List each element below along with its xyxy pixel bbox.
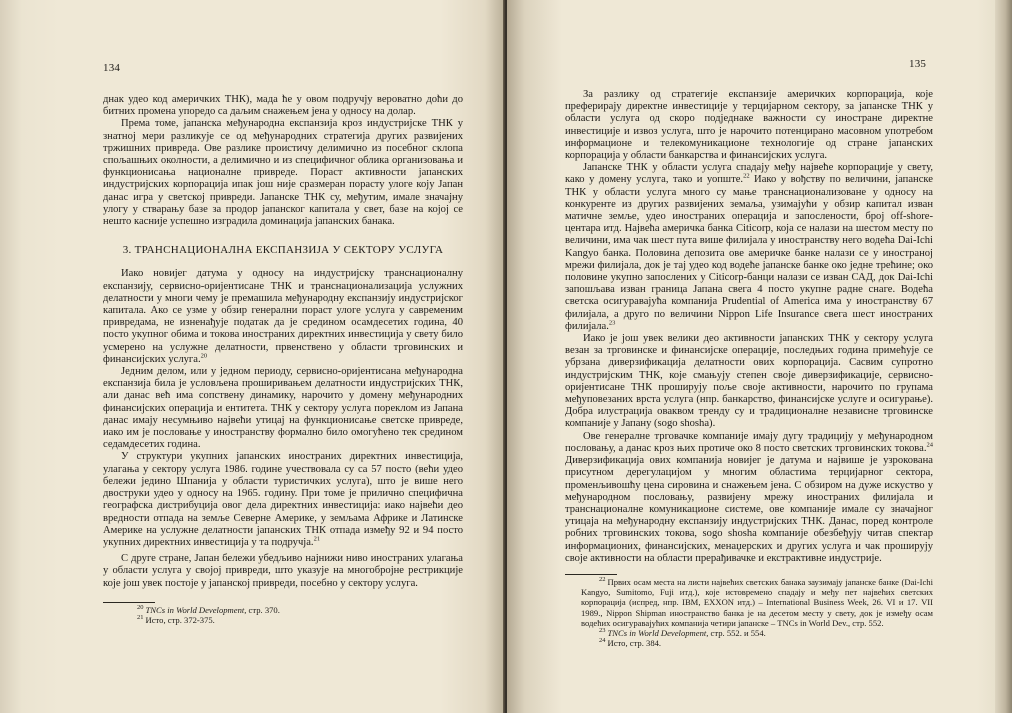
right-page-number: 135 — [909, 58, 927, 70]
paragraph: Иако новијег датума у односу на индустријску транснационалну експанзију, сервисно-оријентисане ТНК и транснационализација услужних делатности у многи чему је премашила међународну експанзију индустријског капитала. Ако се узме у обзир генерални пораст улоге услуга у савременим привредама, не изненађује податак да је средином осамдесетих година, 40 посто укупног обима и токова иностраних директних инвестиција у свету било усмерено на услужне делатности, првенствено у области трговинских и финансијских услуга.$^{20}$ — [103, 268, 463, 365]
left-page-number: 134 — [103, 62, 121, 74]
right-page — [507, 0, 1012, 713]
paragraph: У структури укупних јапанских иностраних директних инвестиција, улагања у сектору услуга 1986. године учествовала су са 57 посто (већи удео бележи једино Шпанија у области туристичких услуга), што је више него двоструки удео у односу на 1965. годину. При томе је прилично специфична географска дистрибуција овог дела директних инвестиција: иако највећи део вредности отпада на земље Северне Америке, у земљама Африке и Латинске Америке на услужне делатности јапанских ТНК отпада између 92 и 94 посто укупних директних инвестиција у та подручја.$^{21}$ — [103, 451, 463, 548]
right-page-edge — [995, 0, 1012, 713]
paragraph: Ове генералне трговачке компаније имају дугу традицију у међународном пословању, а данас кроз њих протиче око 8 посто светских трговинских токова.$^{24}$ Диверзификација ових компанија новијег је датума и највише је узрокована присутном дерегулацијом у многим областима терцијарног сектора, променљивошћу цена сировина и снажењем јена. С обзиром на дуже искуство у међународном пословању, развијену мрежу иностраних филијала и транснационалне комуникационе системе, ове компаније имале су значајног утицаја на међународну експанзију индустријских ТНК. Данас, поред контроле робних трговинских токова, sogo shosha компаније обезбеђују читав спектар информационих, финансијских, менаџерских и других услуга и чак проширују своје активности на области прерађивачке и екстрактивне индустрије. — [565, 430, 933, 564]
footnote: $^{21}$ Исто, стр. 372-375. — [137, 614, 215, 625]
footnote-ref: 24 — [926, 441, 933, 449]
left-page-body — [103, 94, 463, 625]
footnotes — [565, 574, 933, 648]
footnote: $^{20}$ TNCs in World Development, стр. 370. — [137, 603, 280, 615]
footnote: $^{23}$ TNCs in World Development, стр. 552. и 554. — [599, 627, 766, 638]
footnote-ref: 21 — [313, 535, 321, 543]
footnotes — [103, 602, 463, 625]
paragraph: Јапанске ТНК у области услуга спадају међу највеће корпорације у свету, како у домену услуга, тако и уопште.$^{22}$ Иако у вођству по величини, јапанске ТНК у области услуга много су мање транснационализоване у односу на конкуренте из других развијених земаља, узимајући у обзир капитал изван матичне земље, удео иностраних операција и запослености, број off-shore-центара итд. Највећа америчка банка Citicorp, која се налази на шестом месту по величини, има чак шест пута више филијала у иностранству него водећа Dai-Ichi Kangyo банка. Половина депозита ове америчке банке налази се у иностраној мрежи филијала, док је тај удео код водеће јапанске банке око једне трећине; око половине укупно запослених у Citicorp-банци налази се изван САД, док Dai-Ichi запошљава изван граница Јапана свега 4 посто укупне радне снаге. Водећа светска осигуравајућа компанија Prudential of America има у иностранству 67 филијала, а друго по величини Nippon Life Insurance свега шест иностраних филијала.$^{23}$ — [565, 162, 933, 332]
footnote: $^{22}$ Првих осам места на листи највећих светских банака заузимају јапанске банке (Dai-Ichi Kangyo, Sumitomo, Fuji итд.), које истовремено спадају и међу пет највећих светских корпорација (испред, нпр. IBM, EXXON итд.) – International Business Week, 26. VI и 17. VII 1989., Nippon Shipman иностранство банка је на десетом месту у свету, док је између осам водећих осигуравајућих компанија четири јапанске – TNCs in World Dev., стр. 552. — [581, 576, 933, 628]
paragraph: днак удео код америчких ТНК), мада ће у овом подручју вероватно доћи до битних промена упоредо са даљим снажењем јена у односу на долар. — [103, 94, 463, 118]
paragraph: С друге стране, Јапан бележи убедљиво најнижи ниво иностраних улагања у области услуга у својој привреди, што указује на многобројне рестрикције које још увек постоје у јапанској привреди, посебно у сектору услуга. — [103, 553, 463, 589]
paragraph: Према томе, јапанска међународна експанзија кроз индустријске ТНК у знатној мери разликује се од међународних стратегија других развијених тржишних привреда. Ове разлике проистичу делимично из посебног склопа спољашњих околности, а делимично и из специфичног облика организовања и функционисања националне привреде. Пораст активности јапанских индустријских корпорација ипак још није сразмеран порасту улоге коју Јапан данас игра у светској привреди. Јапанске ТНК су, међутим, имале значајну улогу у стварању базе за продор јапанског капитала у свет, базе на којој се нешто касније успешно изградила доминација јапанских банака. — [103, 118, 463, 228]
left-page — [0, 0, 505, 713]
section-heading: 3. ТРАНСНАЦИОНАЛНА ЕКСПАНЗИЈА У СЕКТОРУ УСЛУГА — [122, 244, 444, 257]
footnote: $^{24}$ Исто, стр. 384. — [599, 637, 662, 649]
footnote-ref: 23 — [608, 319, 616, 327]
footnote-rule — [103, 602, 155, 603]
footnote-rule — [565, 574, 617, 575]
footnote-ref: 22 — [743, 172, 750, 180]
paragraph: Једним делом, или у једном периоду, сервисно-оријентисана међународна експанзија била је условљена проширивањем делатности индустријских ТНК, али данас већ има сопствену динамику, нарочито у домену међународних финансијских операција и ентитета. ТНК у сектору услуга пореклом из Јапана данас имају несумњиво највећи утицај на функционисање светске привреде, иако им је пословање у иностранству формално било омогућено тек средином седамдесетих година. — [103, 366, 463, 451]
paragraph: За разлику од стратегије експанзије америчких корпорација, које преферирају директне инвестиције у терцијарном сектору, за јапанске ТНК у области услуга од скоро подједнаке важности су иностране директне инвестиције и извоз услуга, што је нарочито потенцирано масовном употребом информационе и телекомуникационе технологије од стране јапанских корпорација у области банкарства и финансијских услуга. — [565, 89, 933, 162]
footnote-ref: 20 — [200, 352, 208, 360]
right-page-body — [565, 89, 933, 648]
paragraph: Иако је још увек велики део активности јапанских ТНК у сектору услуга везан за трговинске и финансијске операције, последњих година примећује се убрзана диверзификација делатности ових корпорација. Сасвим супротно индустријским ТНК, које смањују степен своје диверзификације, сервисно-оријентисане ТНК проширују поље своје активности, нарочито по групама међуповезаних врста услуга (нпр. банкарство, финансијске услуге и осигурање). Добра илустрација оваквом тренду су и традиционалне независне трговинске компаније у Јапану (sogo shosha). — [565, 333, 933, 430]
